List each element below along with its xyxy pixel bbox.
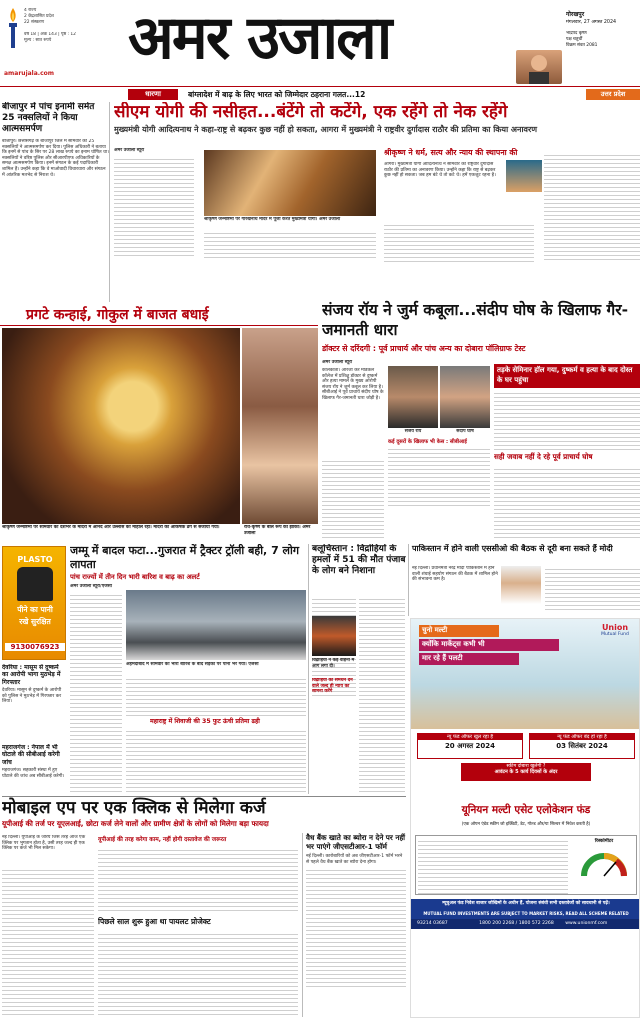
gst-story xyxy=(302,833,406,1017)
lead-side-headline: श्रीकृष्ण ने धर्म, सत्य और न्याय की स्थापना की xyxy=(384,148,518,157)
union-logo xyxy=(591,623,639,643)
nfo-close-box xyxy=(529,733,635,759)
calendar-line-3: विक्रम संवत 2081 xyxy=(566,43,598,48)
portrait-photo xyxy=(516,50,562,84)
jammu-byline: अमर उजाला ब्यूरो/एजेंसी xyxy=(70,584,112,589)
upi-col2 xyxy=(98,847,298,913)
kolkata-red-box xyxy=(494,364,640,388)
red-box-text: तड़के सेमिनार हॉल गया, दुष्कर्म व हत्या के बाद दोस्त के घर पहुंचा xyxy=(497,366,633,384)
union-mf-ad[interactable] xyxy=(410,618,640,1018)
lead-headline: सीएम योगी की नसीहत...बंटेंगे तो कटेंगे, एक रहेंगे तो नेक रहेंगे xyxy=(114,102,508,122)
plasto-ad[interactable] xyxy=(2,546,66,660)
nfo-open-box xyxy=(417,733,523,759)
baluchistan-headline: बलूचिस्तान : विद्रोहियों के हमलों में 51 की मौत पंजाब के लोग बने निशाना xyxy=(312,544,406,576)
topbar-tag[interactable]: धारणा xyxy=(128,89,178,100)
kolkata-inset-headline: कई दूसरों के खिलाफ भी केस : सीबीआई xyxy=(388,439,467,445)
union-fund-name: यूनियन मल्टी एसेट एलोकेशन फंड xyxy=(461,804,591,816)
topbar-state: उत्तर प्रदेश xyxy=(586,89,640,100)
sco-body: नई दिल्ली। प्रधानमंत्री नरेंद्र मोदी पाकिस्तान में होने वाली शंघाई सहयोग संगठन की बैठक में शामिल होने की संभावना कम है। xyxy=(412,566,498,583)
water-tank-icon xyxy=(17,567,53,601)
lead-right-col xyxy=(544,152,640,262)
sandip-ghosh-label: संदीप घोष xyxy=(456,429,474,434)
issue-info: वर्ष 18 | अंक 143 | पृष्ठ : 12 xyxy=(24,32,76,37)
lead-side-body: आगरा। मुख्यमंत्री योगी आदित्यनाथ ने सोमवार को राष्ट्रवीर दुर्गादास राठौर की प्रतिमा का अनावरण किया। उन्होंने कहा कि राष्ट्र से बढ़कर कुछ नहीं हो सकता। जब हम बंटे थे तो कटे थे। हमें एकजुट रहना है। xyxy=(384,162,496,179)
kolkata-inset-lines xyxy=(388,446,490,506)
mahrajganj-headline: महराजगंज : नेपाल में भी घोटाले की सीबीआई करेगी जांच xyxy=(2,744,60,766)
calendar-line-2: पक्ष चतुर्थी xyxy=(566,37,583,42)
kolkata-headline: संजय रॉय ने जुर्म कबूला...संदीप घोष के खिलाफ गैर-जमानती धारा xyxy=(322,301,629,339)
jammu-inset-headline: महाराष्ट्र में शिवाजी की 35 फुट ऊंची प्रतिमा ढही xyxy=(150,718,260,725)
lead-photo xyxy=(204,150,376,216)
union-web[interactable]: www.unionmf.com xyxy=(565,921,608,926)
gst-headline: वैध बैंक खाते का ब्योरा न देने पर नहीं भर पाएंगे जीएसटीआर-1 फॉर्म xyxy=(306,833,406,851)
risk-table xyxy=(415,835,637,895)
calendar-line-1: भाद्रपद कृष्ण xyxy=(566,31,587,36)
upi-headline: मोबाइल एप पर एक क्लिक से मिलेगा कर्ज xyxy=(2,798,266,818)
riskometer-icon xyxy=(580,848,628,878)
kolkata-subhead: डॉक्टर से दरिंदगी : पूर्व प्राचार्य और पांच अन्य का दोबारा पॉलिग्राफ टेस्ट xyxy=(322,344,526,353)
janmashtami-section xyxy=(0,304,318,540)
union-line3: मार रहे हैं पलटी xyxy=(419,653,519,665)
kolkata-right-lines xyxy=(494,390,640,450)
nfo-close-label: न्यू फंड ऑफर बंद हो रहा है xyxy=(530,734,634,740)
sanjay-roy-photo xyxy=(388,366,438,428)
nfo-open-label: न्यू फंड ऑफर खुल रहा है xyxy=(418,734,522,740)
lead-story xyxy=(114,102,640,302)
plasto-brand: PLASTO xyxy=(17,555,53,564)
allotment-box xyxy=(461,763,591,781)
janmashtami-side-caption: राधे-कृष्ण के बाल रूप की झांकी। अमर उजाला xyxy=(244,525,311,536)
topbar-headline[interactable]: बांग्लादेश में बाढ़ के लिए भारत को जिम्मेदार ठहराना गलत...12 xyxy=(188,90,366,99)
bullet-uts: 2 केंद्रशासित प्रदेश xyxy=(24,14,54,19)
plasto-tagline-2: रखे सुरक्षित xyxy=(19,617,51,626)
left-story-headline: बीजापुर में पांच इनामी समेत 25 नक्सलियों ने किया आत्मसमर्पण xyxy=(2,102,95,134)
upi-col3 xyxy=(98,931,298,1017)
jammu-subhead: पांच राज्यों में तीन दिन भारी बारिश व बाढ़ का अलर्ट xyxy=(70,573,200,581)
sco-body-lines xyxy=(545,566,640,610)
jammu-headline: जम्मू में बादल फटा...गुजरात में ट्रैक्टर ट्रॉली बही, 7 लोग लापता xyxy=(70,544,300,571)
deoria-body: देवरिया। मासूम से दुष्कर्म के आरोपी को पुलिस ने मुठभेड़ में गिरफ्तार कर लिया। xyxy=(2,688,62,705)
nfo-close-date: 03 सितंबर 2024 xyxy=(556,742,608,750)
left-story xyxy=(2,102,110,302)
sanjay-roy-label: संजय रॉय xyxy=(404,429,422,434)
jammu-story xyxy=(70,544,306,794)
lead-side-body-lines xyxy=(384,222,534,262)
kolkata-byline: अमर उजाला ब्यूरो xyxy=(322,360,353,365)
janmashtami-side-photo xyxy=(242,328,318,524)
baluchistan-photo-caption: विद्रोहियों ने कई वाहनों में आग लगा दी। xyxy=(312,658,355,669)
jammu-col3 xyxy=(126,728,306,792)
jammu-photo xyxy=(126,590,306,660)
union-brand-sub: Mutual Fund xyxy=(601,632,629,637)
janmashtami-photo xyxy=(2,328,240,524)
masthead xyxy=(0,0,640,86)
logo: अमर उजाला xyxy=(128,3,391,73)
baluchistan-col2 xyxy=(359,596,405,792)
deoria-headline: देवरिया : मासूम से दुष्कर्म का आरोपी भागा मुठभेड़ में गिरफ्तार xyxy=(2,664,61,686)
upi-col2-headline: पिछले साल शुरू हुआ था पायलट प्रोजेक्ट xyxy=(98,917,211,926)
left-story-body: बीजापुर। छत्तीसगढ़ के बीजापुर जिले में सोमवार को 25 नक्सलियों ने आत्मसमर्पण कर दिया। पुलिस अधिकारी ने बताया कि इनमें से पांच के सिर पर 28 लाख रुपये का इनाम घोषित था। नक्सलियों ने वरिष्ठ पुलिस और सीआरपीएफ अधिकारियों के समक्ष आत्मसमर्पण किया। इनमें संगठन के कई पदाधिकारी शामिल हैं। उन्होंने कहा कि वे माओवादी विचारधारा और संगठन में आंतरिक मतभेद से निराश थे। xyxy=(2,139,109,178)
jammu-col2 xyxy=(126,676,306,716)
upi-col-headline: यूपीआई की तरह करेगा काम, नहीं होगी दस्तावेज की जरूरत xyxy=(98,837,227,843)
union-line1: चुनो मल्टी xyxy=(419,625,499,637)
mahrajganj-story xyxy=(2,744,66,792)
bullet-states: 4 राज्य xyxy=(24,8,37,13)
baluchistan-photo xyxy=(312,616,356,656)
allot-text: आवंटन के 5 कार्य दिवसों के अंदर xyxy=(494,769,558,775)
union-line2: क्योंकि मार्केट्स कभी भी xyxy=(419,639,559,651)
upi-subhead: यूपीआई की तर्ज पर यूएलआई, छोटा कर्ज लेने वालों और ग्रामीण क्षेत्रों के लोगों को मिलेगा बड़ा फायदा xyxy=(2,819,269,828)
allot-label: स्कीम दोबारा खुलेगी ? xyxy=(506,764,546,769)
union-phone-1: 93214 03687 xyxy=(417,921,448,926)
sco-headline: पाकिस्तान में होने वाली एससीओ की बैठक से दूरी बना सकते हैं मोदी xyxy=(412,544,613,553)
lead-photo-caption: श्रीकृष्ण जन्माष्टमी पर गोरखनाथ मंदिर में पूजा करते मुख्यमंत्री योगी। अमर उजाला xyxy=(204,217,341,222)
city-name: गोरखपुर xyxy=(566,11,585,18)
upi-col1 xyxy=(2,867,94,1017)
union-fund-desc: (एक ओपन एंडेड स्कीम जो इक्विटी, डेट, गोल्ड और/या सिल्वर में निवेश करती है) xyxy=(461,822,591,827)
janmashtami-banner xyxy=(0,304,318,326)
lead-subhead: मुख्यमंत्री योगी आदित्यनाथ ने कहा-राष्ट्र से बढ़कर कुछ नहीं हो सकता, आगरा में मुख्यमंत्री ने राष्ट्रवीर दुर्गादास राठौर की प्रतिमा का किया अनावरण xyxy=(114,125,538,134)
sandip-ghosh-photo xyxy=(440,366,490,428)
jammu-col1 xyxy=(70,592,122,792)
top-bar xyxy=(0,86,640,100)
union-brand: Union xyxy=(601,623,629,632)
upi-body: नई दिल्ली। यूपीआई के जरिये जिस तरह आज एक क्लिक पर भुगतान होता है, उसी तरह जल्द ही एक क्लिक पर कर्ज भी मिल सकेगा। xyxy=(2,835,86,852)
kolkata-side-lines xyxy=(494,466,640,538)
janmashtami-headline: प्रगटे कन्हाई, गोकुल में बाजत बधाई xyxy=(26,307,209,323)
risk-table-lines xyxy=(418,838,568,894)
union-contacts xyxy=(411,919,640,929)
calendar xyxy=(566,31,640,49)
sco-story xyxy=(408,544,640,616)
bullet-editions: 22 संस्करण xyxy=(24,20,45,25)
kolkata-body-lines xyxy=(322,458,384,538)
lead-byline: अमर उजाला ब्यूरो xyxy=(114,148,145,153)
date: मंगलवार, 27 अगस्त 2024 xyxy=(566,20,617,25)
union-phone-2: 1800 200 2268 / 1800 572 2268 xyxy=(479,921,554,926)
lead-body-col2 xyxy=(204,230,376,260)
website-link[interactable]: amarujala.com xyxy=(4,70,55,77)
kolkata-side-headline: सही जवाब नहीं दे रहे पूर्व प्राचार्य घोष xyxy=(494,452,593,461)
upi-story xyxy=(2,796,406,1017)
modi-photo xyxy=(501,566,541,604)
kolkata-body: कोलकाता। आरजी कर मेडिकल कॉलेज में प्रशिक्षु डॉक्टर से दुष्कर्म और हत्या मामले के मुख्य आरोपी संजय रॉय ने जुर्म कबूल कर लिया है। सीबीआई ने पूर्व प्राचार्य संदीप घोष के खिलाफ गैर-जमानती धारा जोड़ी है। xyxy=(322,368,384,401)
gst-lines xyxy=(306,867,406,987)
gst-body: नई दिल्ली। कारोबारियों को अब जीएसटीआर-1 फॉर्म भरने से पहले वैध बैंक खाते का ब्योरा देना होगा। xyxy=(306,854,403,865)
plasto-tagline-1: पीने का पानी xyxy=(17,605,53,614)
price-info: मूल्य : सात रुपये xyxy=(24,38,52,43)
union-footer-en: MUTUAL FUND INVESTMENTS ARE SUBJECT TO MARKET RISKS, READ ALL SCHEME RELATED xyxy=(411,909,640,919)
nfo-open-date: 20 अगस्त 2024 xyxy=(444,742,496,750)
kolkata-section xyxy=(322,300,640,540)
plasto-phone: 9130076923 xyxy=(5,643,65,651)
deoria-story xyxy=(2,664,66,744)
baluchistan-inset-headline: विद्रोहियों को समर्थन देने वाले जल्द ही न्याय का सामना करेंगे xyxy=(312,678,353,695)
union-footer: म्यूचुअल फंड निवेश बाजार जोखिमों के अधीन हैं, योजना संबंधी सभी दस्तावेजों को सावधानी से पढ़ें। xyxy=(411,899,640,909)
risk-title: रिस्कोमीटर xyxy=(594,839,614,844)
jammu-photo-caption: अहमदाबाद में सोमवार को भारी बारिश के बाद सड़कों पर पानी भर गया। एजेंसी xyxy=(126,662,259,667)
torch-icon xyxy=(6,6,20,50)
mahrajganj-body: महराजगंज। सहकारी संस्था में हुए घोटाले की जांच अब सीबीआई करेगी। xyxy=(2,768,65,779)
janmashtami-caption: श्रीकृष्ण जन्माष्टमी पर सोमवार को देशभर के मंदिरों में आनंद और उल्लास का माहौल रहा। मंदिरों को आकर्षक ढंग से सजाया गया। xyxy=(2,525,220,530)
lead-body-col1 xyxy=(114,156,194,256)
side-photo-small xyxy=(506,160,542,192)
baluchistan-story xyxy=(308,544,406,794)
